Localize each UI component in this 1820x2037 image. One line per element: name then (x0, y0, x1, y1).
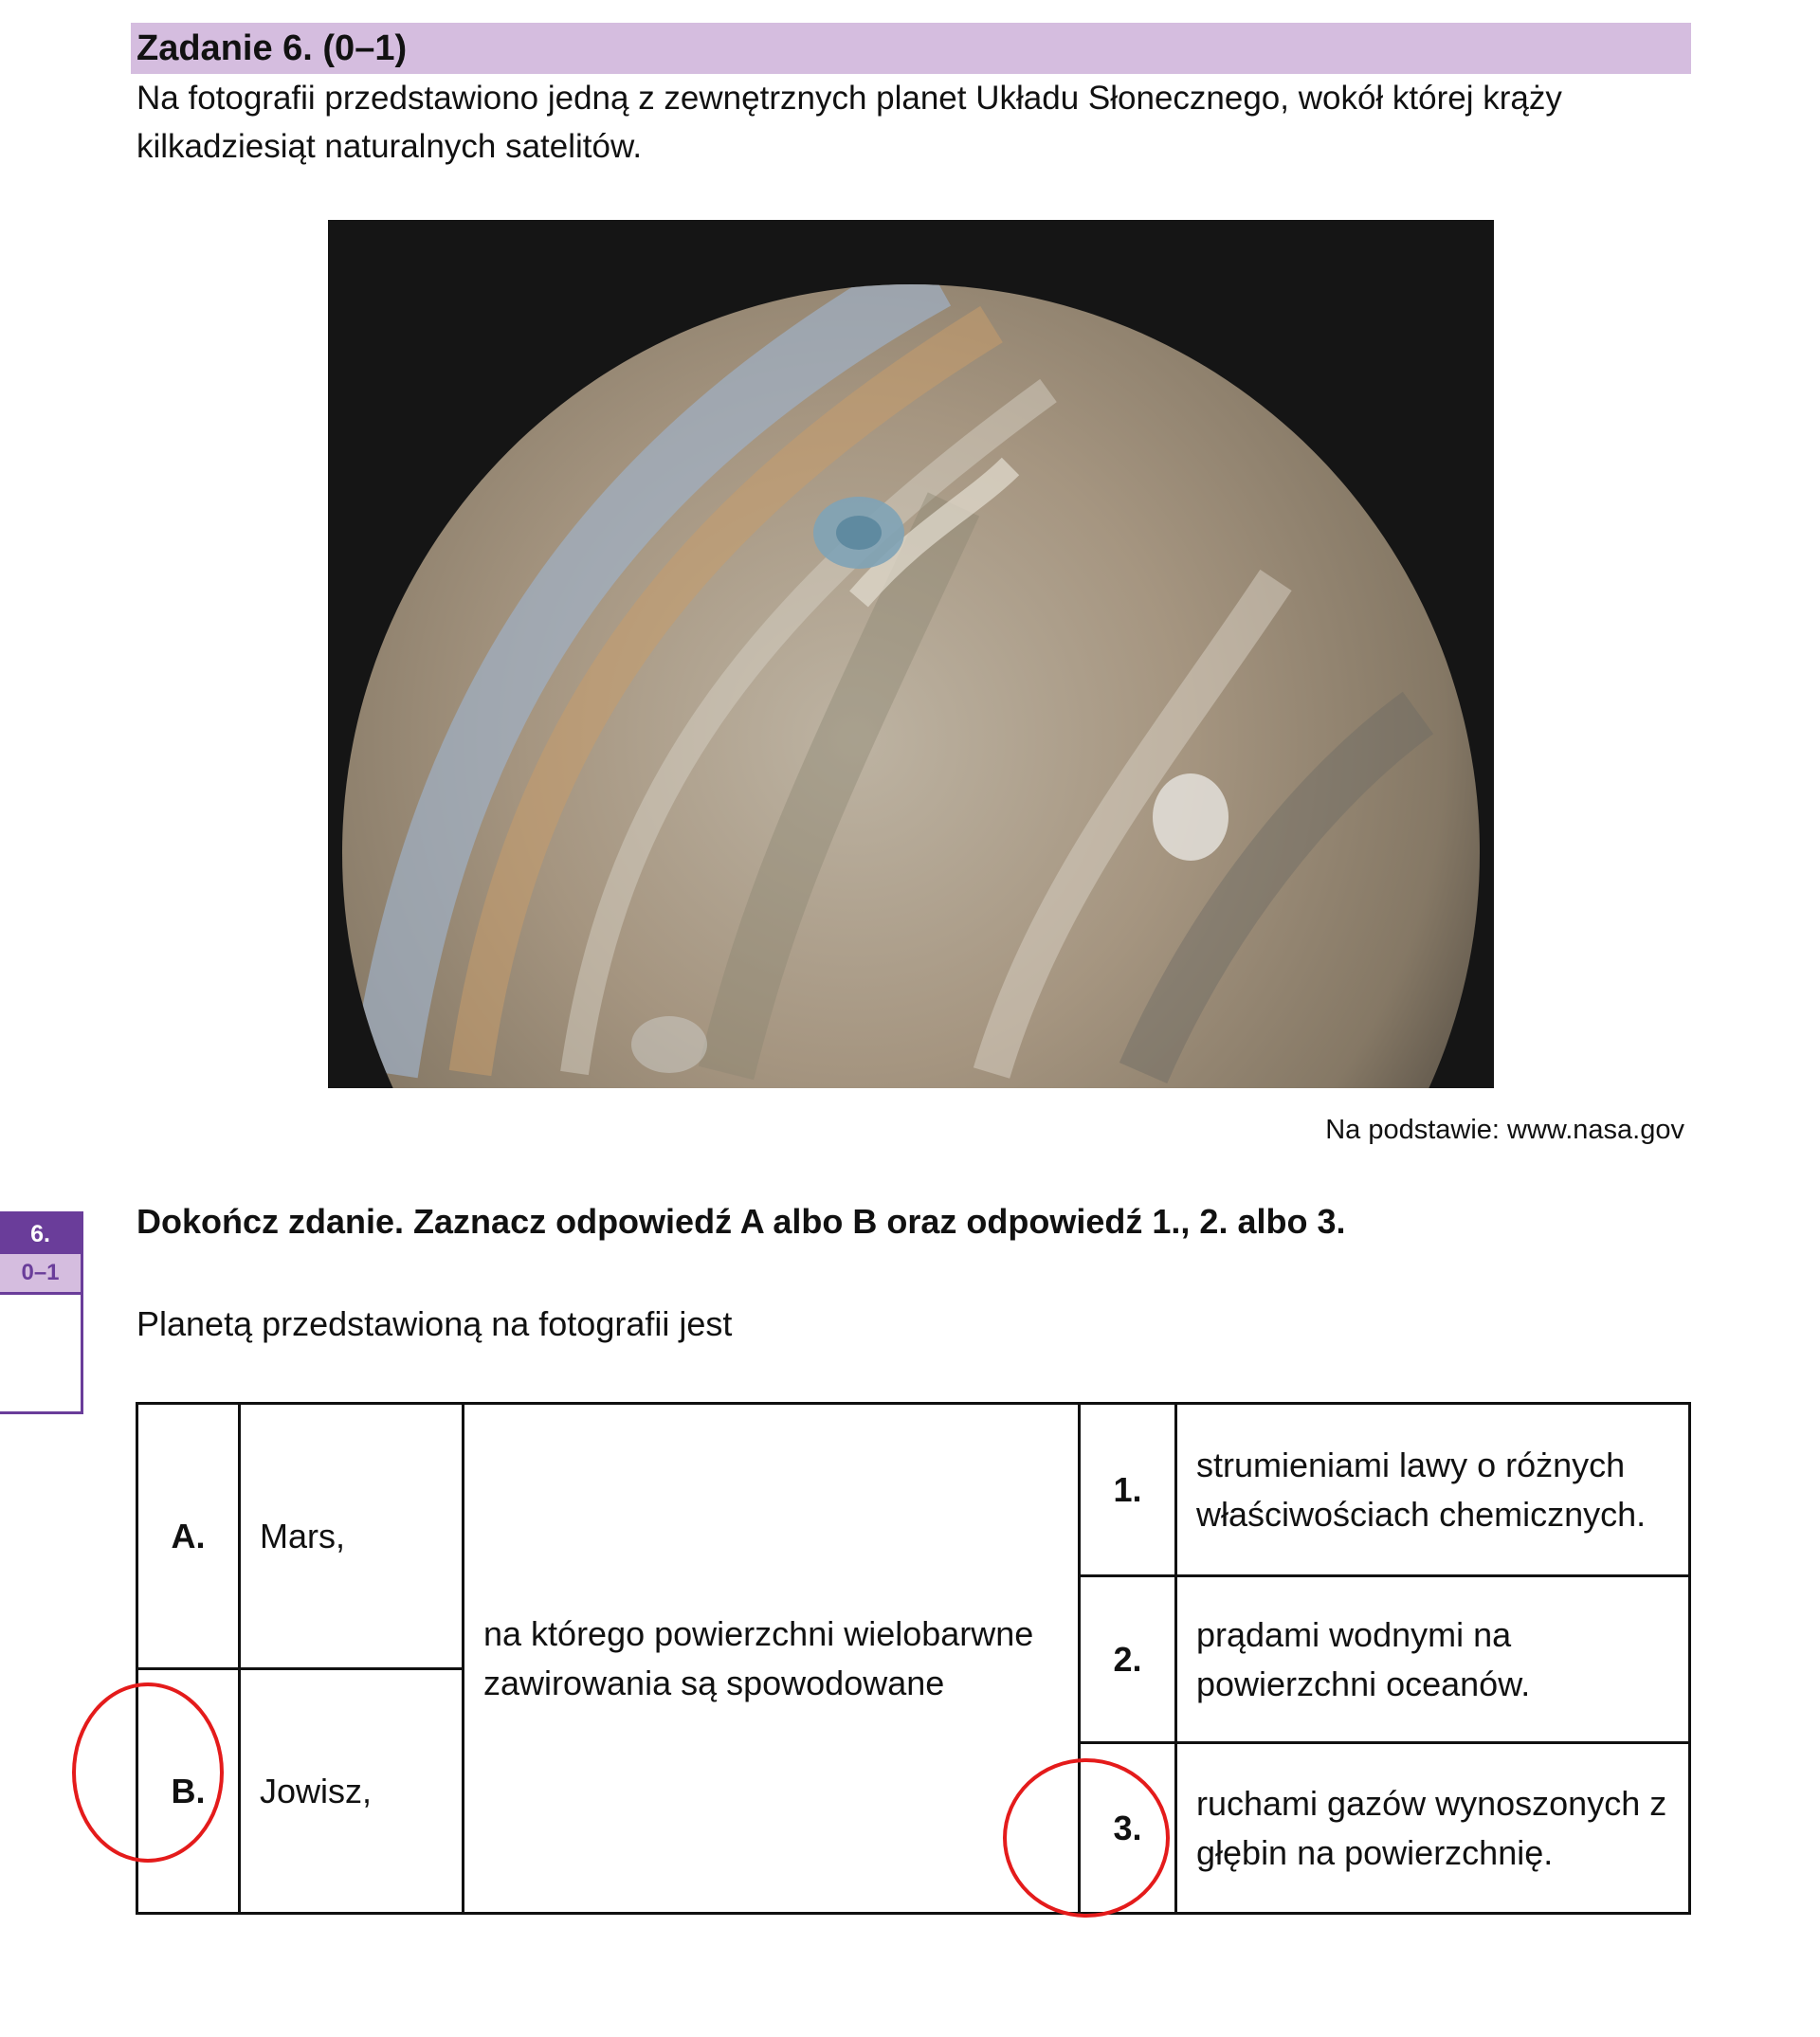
option-3-text[interactable]: ruchami gazów wynoszonych z głębin na powierzchnię. (1176, 1743, 1690, 1914)
score-box (0, 1211, 83, 1414)
planet-photo (328, 220, 1494, 1088)
lead-sentence: Planetą przedstawioną na fotografii jest (136, 1304, 733, 1343)
option-b-text[interactable]: Jowisz, (240, 1669, 464, 1914)
option-1-text[interactable]: strumieniami lawy o różnych właściwościach chemicznych. (1176, 1404, 1690, 1576)
answer-mark-b (72, 1682, 224, 1863)
answer-mark-3 (1003, 1758, 1170, 1918)
option-3-number[interactable]: 3. (1080, 1743, 1176, 1914)
option-2-number[interactable]: 2. (1080, 1576, 1176, 1743)
points-badge: 0–1 (0, 1254, 81, 1295)
planet-illustration (328, 220, 1494, 1088)
task-intro: Na fotografii przedstawiono jedną z zewnętrznych planet Układu Słonecznego, wokół której krąży kilkadziesiąt naturalnych satelitów. (136, 80, 1562, 165)
instruction: Dokończ zdanie. Zaznacz odpowiedź A albo B oraz odpowiedź 1., 2. albo 3. (136, 1202, 1346, 1241)
option-1-number[interactable]: 1. (1080, 1404, 1176, 1576)
option-a-text[interactable]: Mars, (240, 1404, 464, 1669)
option-2-text[interactable]: prądami wodnymi na powierzchni oceanów. (1176, 1576, 1690, 1743)
middle-text: na którego powierzchni wielobarwne zawirowania są spowodowane (464, 1404, 1080, 1914)
photo-source: Na podstawie: www.nasa.gov (1325, 1115, 1684, 1145)
answer-table (136, 1402, 1691, 1915)
task-header: Zadanie 6. (0–1) (136, 28, 408, 68)
option-a-letter[interactable]: A. (137, 1404, 240, 1669)
task-number-badge: 6. (0, 1214, 81, 1254)
option-b-letter[interactable]: B. (137, 1669, 240, 1914)
